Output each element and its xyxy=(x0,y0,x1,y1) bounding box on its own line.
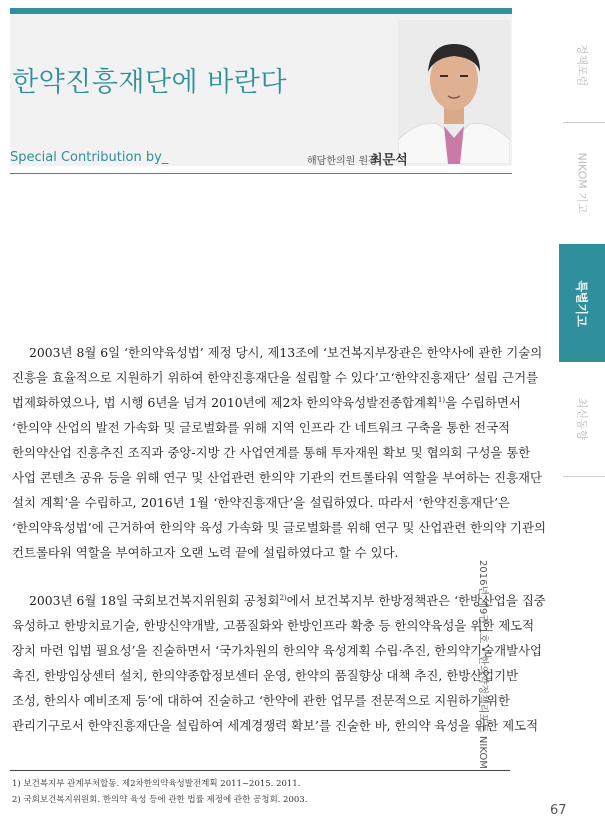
author-name: 최문석 xyxy=(370,153,408,168)
text-segment: 2003년 6월 18일 국회보건복지위원회 공청회 xyxy=(29,593,280,608)
sidebar-tab-label: NIKOM 기고 xyxy=(575,152,589,214)
text-line: 사업 콘텐츠 공유 등을 위해 연구 및 산업관련 한의약 기관의 컨트롤타워 역할을 부여하는 진흥재단 xyxy=(12,470,542,485)
journal-info xyxy=(476,560,589,780)
article-title: 한약진흥재단에 바란다 xyxy=(12,67,287,98)
text-line: 육성하고 한방치료기술, 한방신약개발, 고품질화와 한방인프라 확충 등 한의약육성을 위한 제도적 xyxy=(12,618,535,633)
text-line xyxy=(12,588,546,613)
footnotes xyxy=(12,776,307,808)
text-line: 한의약산업 진흥추진 조직과 중앙-지방 간 사업연계를 통해 투자재원 확보 및 협의회 구성을 통한 xyxy=(12,445,531,460)
special-contribution-label: Special Contribution by_ xyxy=(10,150,169,165)
header-divider xyxy=(10,173,512,174)
text-line xyxy=(12,390,521,415)
text-segment: 에서 보건복지부 한방정책관은 ‘한방산업을 집중 xyxy=(286,593,546,608)
body-paragraph-2 xyxy=(12,588,546,738)
byline xyxy=(10,150,512,172)
body-paragraph-1 xyxy=(12,340,546,565)
text-segment: 을 수립하면서 xyxy=(445,395,521,410)
sidebar-tab-label: 최신동향 xyxy=(574,397,588,441)
text-line: 관리기구로서 한약진흥재단을 설립하여 세계경쟁력 확보’를 진술한 바, 한의약 육성을 위한 제도적 xyxy=(12,718,539,733)
author-portrait-image xyxy=(398,20,510,164)
footnote-2: 2) 국회보건복지위원회. 한의약 육성 등에 관한 법률 제정에 관한 공청회. 2003. xyxy=(12,795,308,805)
text-line: ‘한의약 산업의 발전 가속화 및 글로벌화를 위해 지역 인프라 간 네트워크 구축을 통한 전국적 xyxy=(12,420,511,435)
text-segment: 법제화하였으나, 법 시행 6년을 넘겨 2010년에 제2차 한의약육성발전종합계획 xyxy=(12,395,438,410)
sidebar-tab-label: 특별기고 xyxy=(574,279,589,327)
sidebar-tab-nikom[interactable] xyxy=(559,124,605,242)
footnote-divider xyxy=(10,770,510,771)
text-line: 2003년 8월 6일 ‘한의약육성법’ 제정 당시, 제13조에 ‘보건복지부장관은 한약사에 관한 기술의 xyxy=(29,345,543,360)
text-line: 컨트롤타워 역할을 부여하고자 오랜 노력 끝에 설립하였다고 할 수 있다. xyxy=(12,545,399,560)
sidebar-divider xyxy=(563,122,605,123)
text-line: 설치 계획’을 수립하고, 2016년 1월 ‘한약진흥재단’을 설립하였다. 따라서 ‘한약진흥재단’은 xyxy=(12,495,510,510)
footnote-1: 1) 보건복지부 관계부처합동. 제2차한의약육성발전계획 2011~2015. 2011. xyxy=(12,779,301,789)
text-line: 촉진, 한방임상센터 설치, 한의약종합정보센터 운영, 한약의 품질향상 대책 추진, 한방산업기반 xyxy=(12,668,519,683)
text-line: 조성, 한의사 예비조제 등’에 대하여 진술하고 ‘한약에 관한 업무를 전문적으로 지원하기 위한 xyxy=(12,693,511,708)
journal-label: 2016년 제9권 1호 • 한의약정책리포트 NIKOM xyxy=(476,560,488,769)
sidebar-tab-label: 정책포럼 xyxy=(574,43,588,87)
author-photo xyxy=(398,20,510,164)
footnote-ref-2[interactable]: 2) xyxy=(279,593,287,602)
page-number: 67 xyxy=(550,803,567,818)
sidebar-tab-special[interactable] xyxy=(559,244,605,362)
footnote-ref-1[interactable]: 1) xyxy=(437,395,446,404)
text-line: ‘한의약육성법’에 근거하여 한의약 육성 가속화 및 글로벌화를 위해 연구 및 산업관련 한의약 기관의 xyxy=(12,520,546,535)
sidebar-tab-policy-forum[interactable] xyxy=(559,10,605,120)
text-line: 장치 마련 입법 필요성’을 진술하면서 ‘국가차원의 한의약 육성계획 수립·추진, 한의약기술개발사업 xyxy=(12,643,542,658)
sidebar-tab-trends[interactable] xyxy=(559,364,605,474)
sidebar-divider xyxy=(563,476,605,477)
text-line: 진흥을 효율적으로 지원하기 위하여 한약진흥재단을 설립할 수 있다’고‘한약진흥재단’ 설립 근거를 xyxy=(12,370,539,385)
author-role: 해담한의원 원장 xyxy=(307,156,378,167)
